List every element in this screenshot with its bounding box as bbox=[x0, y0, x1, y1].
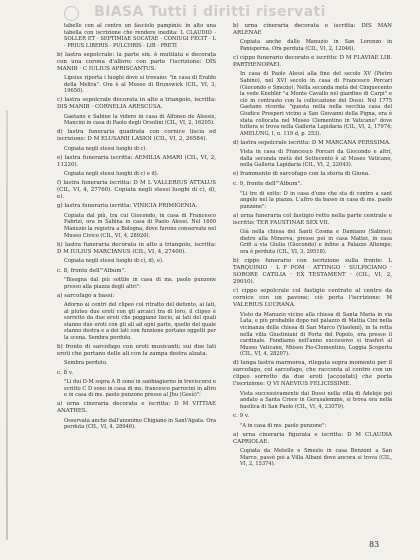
paragraph: Lipsius riporta i luoghi dove si trovano: "in casa di Eraldo della Meltra". Ora è al Museo di Brunswick (CIL, VI, 3, 19650). bbox=[64, 75, 216, 95]
paragraph: Copiata dal più, tra cui Giocondo, in casa di Francesco Fabrizi, ora in Sabina in casa di Paolo Alessi. Nel 1600 Manuzio la registra a Bologna, dove furono conservate nel Museo Civico (CIL, VI, 4, 28920). bbox=[64, 212, 216, 239]
paragraph: g) lastra funeraria iscritta: VINICIA PRIMIGENIA. bbox=[57, 203, 198, 210]
paragraph: "Li tre di sotto: D in casa d'uno che sta di contro a sant angelo nel la piazza. L'altro da basso in casa di ms. paolo punzone": bbox=[240, 190, 392, 210]
paragraph: Visto da Manuzio vicino alla chiesa di Santa Maria in via Lata, e più probabile dopo nel palazzo di Mattia Cini nella vicinanza della chiesa di San Marco (Viaoleni), in fa retta nella villa Giustiniani di Porta del Popolo, ora presso il cardinale. Fondiamo nell'anno successivo si trasferì al Museo Vaticano, Museo Pio-Clementino, Loggia Scoperta (CIL, VI, 4, 28207). bbox=[240, 311, 392, 358]
paragraph: Copiata da Metello e Smezio in casa Benzoni a San Marco, passò poi a Villa Albani dove ancora si trova (CIL, VI, 2, 15374). bbox=[240, 448, 392, 468]
paragraph: c. 9, fronte dell'"Album". bbox=[233, 181, 302, 188]
paragraph: b) fronte di sarcofago con eroti musicanti; sui due lati eroti che portano delle ali con la zampa destra alzata. bbox=[57, 343, 216, 357]
page-number: 83 bbox=[369, 540, 380, 549]
paragraph: tabelle con al centro un fasciolo pampinis: in alto una tabella con iscrizione che rendere inedita: L CLAUDIO · SOLLER ET · SEPTIMIAE SOCATAE · CONIUGI FECIT · L · PRIUS LIBERIS · PULCHRIS · LIB · PRETI bbox=[64, 23, 216, 49]
scan-edge bbox=[6, 110, 8, 540]
watermark: BIASA Tutti i diritti riservati bbox=[94, 4, 326, 20]
paragraph: c) cippo funerario decorato e iscritto: D M FLAVIAE LIB. PARTHENOPAEI. bbox=[233, 54, 392, 68]
paragraph: Vista in casa di Francesco Porcari da Giocondo e altri, dalla seconda metà del Settecento è al Museo Vaticano, nella Galleria Lapidaria (CIL, VI, 2, 22043). bbox=[240, 149, 392, 169]
paragraph: e) lastra funeraria iscritta: AEMILIA AMARI (CIL, VI, 2, 11220). bbox=[57, 154, 216, 168]
paragraph: In casa di Paolo Alessi alla fine del secolo XV (Pietro Sabino), nel XVI secolo in casa di Francesco Porcari (Giocondo e Smezio). Nella seconda metà del Cinquecento la vede Knebler "a Monte Cavallo nel giardino di Carpi" e ciò in contrasto con la collocazione del Dossi. Nel 1775 Gaetano ricorda: "questa nella nella vecchia casa del Giudice Prosperi vicino a San Giovanni della Pigna, ora è stata collocata nel Museo Clementino in Vaticano" dove tuttora si trova nella Galleria Lapidaria (CIL, VI, 2, 17974; AMELUNG, I, n. 119 d, p. 253). bbox=[240, 71, 392, 137]
paragraph: Già nella chiesa dei Santi Cosma e Damiano (Sabino); dietro alla Minerva, presso poi in casa Mattei, in casa Grifi a via Giulia (Giocondo) e infine a Palazzo Altemps; ora è perduta (CIL, VI, 3, 29518). bbox=[240, 229, 392, 255]
paragraph: d) lastra sepolcrale iscritta: D M MARCANA PERSSIMA. bbox=[233, 139, 391, 146]
paragraph: c. 8 v. bbox=[57, 369, 74, 376]
paragraph: c) cippo sepolcrale col fastigio centrato al centro da cornice con un pavone; ciò porta l'iscrizione: M VALERIUS LUCRANA. bbox=[233, 288, 392, 309]
right-column bbox=[233, 23, 392, 470]
paragraph: Copiata negli stessi luoghi di c), d), e). bbox=[64, 257, 164, 264]
paragraph: Sembra perduto. bbox=[64, 360, 108, 367]
paragraph: a) urna cineraria figurata e iscritta: D M CLAUDIA CAPRIOLAE. bbox=[233, 431, 392, 445]
paragraph: f) lastra funeraria iscritta: D M L VALLERIUS ATTALUS (CIL, VI, 4, 27760). Copiata negli stessi luoghi di c), d), e). bbox=[57, 180, 216, 201]
paragraph: c. 9 v. bbox=[233, 413, 250, 420]
paragraph: h) lastra funeraria decorata in alto a triangolo, iscritta: D M IULIUS MARCIANUS (CIL, VI, 4, 27400). bbox=[57, 241, 216, 255]
paragraph: e) frammento di sarcofago con la storia di Giona. bbox=[233, 171, 370, 178]
paragraph: a) sarcofago a bassi: bbox=[57, 292, 115, 299]
paragraph: "Li dui D·M sopra A B sono in sanbiagiorno in treviscorsi e scritto C D sono in casa di ms. francesco parrocini in altro e in casa di ms. paolo punzone presso al Jhu (Gesù)": bbox=[64, 379, 216, 399]
paragraph: d) lastra funeraria quadrata con cornice liscia ed iscrizione: D M ELUSANII LASIOI (CIL, VI, 2, 26584). bbox=[57, 129, 216, 143]
paragraph: a) urna cineraria decorata e iscritta: D M VITTIAE ANATHES. bbox=[57, 401, 216, 415]
left-column bbox=[57, 23, 216, 433]
paragraph: Copiata negli stessi luoghi di c) e d). bbox=[64, 171, 159, 178]
paragraph: b) cippo funerario con iscrizione sulla fronte: L TARQUINIO · L F POM · ATTINGO · SULPICIANO · SORORE CATILIA · EX TESTAMENT · (CIL, VI, 2, 29010). bbox=[233, 257, 392, 285]
paragraph: Osservata anche dall'anonimo Chigiano in Sant'Agata. Ora perduta (CIL, VI, 4, 28946). bbox=[64, 417, 216, 431]
paragraph: Copiata anche dallo Manuzio in San Lorenzo in Panisperna. Ora perduta (CIL, VI, 2, 12046). bbox=[240, 39, 392, 52]
paragraph: Gaetano e Sabine la videro in casa di Alfonso de Alessis, Mancini in casa di Paolo degli Orsolini (CIL, VI, 2, 16205). bbox=[64, 113, 216, 127]
paragraph: b) urna cineraria decorata e iscritta: DIS MAN ARLENAE bbox=[233, 23, 392, 36]
paragraph: Copiata negli stessi luoghi di c). bbox=[64, 145, 147, 152]
paragraph: a) urna funeraria col fastigio retto nella parte centrale e iscritto: TER FAUSTINAE SEX VII. bbox=[233, 212, 392, 226]
paragraph: d) lunga lastra marmorea, rilegata sopra momento per il sarcofago, col sarcofago, che racconta al centro con un clipeo sorretto da due eroti [accostati] che porta l'iscrizione: Q VI NAEVIUS FELICISSIME. bbox=[233, 360, 392, 388]
paragraph: "A in casa di ms. paolo punzone": bbox=[240, 422, 327, 429]
paragraph: c) lastra sepolcrale decorata in alto a triangolo, iscritta: DIS MANIB · CORNELIA ARESCUSA. bbox=[57, 97, 216, 111]
paragraph: Vista successivamente dai Dossi nella villa di Adeleje poi andato a Santa Croce in Gerusalemme, si trova ora nella basilica di San Paolo (CIL, VI, 4, 23079). bbox=[240, 390, 392, 410]
paragraph: b) lastra sepolcrale: la parte sin. è mutilata e decorata con una corona d'alloro; con parte l'iscrizione: DIS MANIB · C IULIUS APRISCANTUS. bbox=[57, 51, 216, 72]
paragraph: c. 8, fronte dell'"Album". bbox=[57, 267, 126, 274]
paragraph: "Bisogna dal più sottile in casa di ms. paolo punzone presso alla piazza degli altri": bbox=[64, 276, 216, 290]
paragraph: Adorno ai centri del clipeo col ritratto del defunto, ai lati, al pluteo due eroti con gli arcaici tra di loro, il clipeo è sorretto da due eroti che poggiano liscio, ai lati del quali stanno due eroti con gli ali ad ogni parte, quello del quale stanno destra e a dei lati con funzione portano oggetti per la scena. Sembra perduto. bbox=[64, 301, 216, 341]
